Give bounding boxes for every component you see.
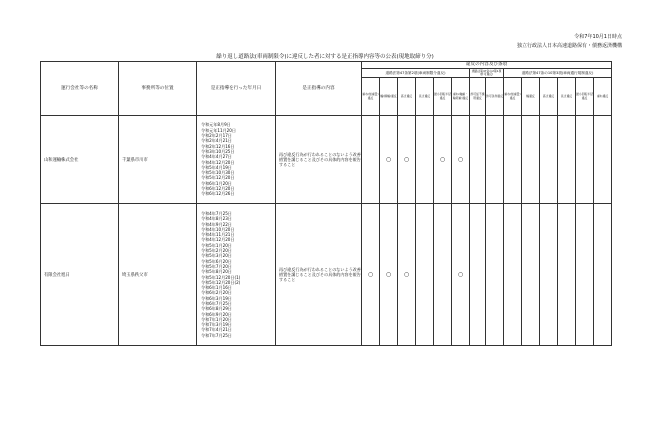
guidance-date: 令和2年4月21日 <box>201 138 232 144</box>
violation-mark: ○ <box>398 116 416 204</box>
violation-mark <box>416 116 434 204</box>
violation-mark <box>434 204 452 346</box>
guidance-date: 令和5年4月19日 <box>201 164 232 170</box>
guidance-date: 令和4年7月25日 <box>201 210 232 216</box>
table-row <box>41 116 612 204</box>
subheader-violation-6: 許可証不携帯違反 <box>470 78 486 116</box>
guidance-date: 令和7年7月25日 <box>201 332 232 338</box>
violation-mark <box>540 204 558 346</box>
guidance-date: 令和2年2月17日 <box>201 133 232 139</box>
guidance-date: 令和5年3月20日 <box>201 253 232 259</box>
guidance-dates <box>197 116 276 204</box>
guidance-date: 令和3年10月25日 <box>201 148 235 154</box>
violation-mark <box>362 116 380 204</box>
guidance-date: 令和5年1月20日 <box>201 242 232 248</box>
guidance-date: 令和5年2月20日 <box>201 248 232 254</box>
violation-mark <box>504 204 522 346</box>
violation-mark <box>522 204 540 346</box>
violation-mark: ○ <box>434 116 452 204</box>
subheader-violation-1: 幅(横幅)違反 <box>380 78 398 116</box>
company-name: 山和運輸株式会社 <box>41 116 119 204</box>
violation-mark <box>594 116 612 204</box>
violation-mark: ○ <box>362 204 380 346</box>
header-content: 是正指導の内容 <box>276 62 362 116</box>
violation-mark: ○ <box>398 204 416 346</box>
guidance-date: 令和5年12月20日(1) <box>201 274 241 280</box>
violation-mark <box>576 204 594 346</box>
subheader-violation-12: 最小回転半径違反 <box>576 78 594 116</box>
subheader-violation-4: 最小回転半径違反 <box>434 78 452 116</box>
violation-mark <box>504 116 522 204</box>
subheader-violation-8: 重ね(総重量)違反 <box>504 78 522 116</box>
guidance-date: 令和5年7月20日 <box>201 263 232 269</box>
company-location: 埼玉県秩父市 <box>119 204 197 346</box>
header-art47-3: 道路法第47条の10第3項(車両通行規制違反) <box>504 69 612 78</box>
violation-mark <box>594 204 612 346</box>
violation-mark <box>486 116 504 204</box>
guidance-date: 令和6年1月16日 <box>201 285 232 291</box>
violation-mark: ○ <box>380 204 398 346</box>
subheader-violation-10: 高さ違反 <box>540 78 558 116</box>
violation-mark <box>558 116 576 204</box>
guidance-date: 令和6年7月25日 <box>201 300 232 306</box>
violation-mark: ○ <box>380 116 398 204</box>
header-violations: 違反の内容及び条項 <box>362 62 612 69</box>
guidance-date: 令和元年11月20日 <box>201 127 236 133</box>
company-name: 有限会社旭日 <box>41 204 119 346</box>
subheader-violation-3: 長さ違反 <box>416 78 434 116</box>
guidance-date: 令和2年12月16日 <box>201 143 235 149</box>
guidance-date: 令和6年1月20日 <box>201 180 232 186</box>
guidance-date: 令和7年4月21日 <box>201 327 232 333</box>
guidance-date: 令和4年12月20日 <box>201 237 235 243</box>
header-dates: 是正指導を行った年月日 <box>197 62 276 116</box>
header-company: 運行会社等の名称 <box>41 62 119 116</box>
guidance-date: 令和4年11月21日 <box>201 232 235 238</box>
subheader-violation-7: 許可条件違反 <box>486 78 504 116</box>
guidance-date: 令和6年8月29日 <box>201 306 232 312</box>
company-location: 千葉県市川市 <box>119 116 197 204</box>
violation-mark <box>486 204 504 346</box>
guidance-content: 再び違反行為が行われることのないよう改善措置を講じること及びその具体的内容を報告すること <box>276 116 362 204</box>
subheader-violation-0: 重ね(総重量)違反 <box>362 78 380 116</box>
guidance-date: 令和6年2月20日 <box>201 290 232 296</box>
header-location: 事務所等の位置 <box>119 62 197 116</box>
guidance-date: 令和5年8月20日 <box>201 269 232 275</box>
violation-mark <box>576 116 594 204</box>
guidance-date: 令和5年12月20日 <box>201 175 235 181</box>
violation-mark <box>416 204 434 346</box>
guidance-date: 令和4年12月20日 <box>201 159 235 165</box>
guidance-dates <box>197 204 276 346</box>
guidance-date: 令和4年4月27日 <box>201 154 232 160</box>
guidance-date: 令和6年3月19日 <box>201 295 232 301</box>
subheader-violation-2: 高さ違反 <box>398 78 416 116</box>
guidance-date: 令和5年12月20日(2) <box>201 279 241 285</box>
subheader-violation-13: 重ね違反 <box>594 78 612 116</box>
guidance-date: 令和5年10月30日 <box>201 170 235 176</box>
subheader-violation-5: 重ね(軸重・輪荷重)違反 <box>452 78 470 116</box>
guidance-date: 令和4年10月20日 <box>201 226 235 232</box>
header-art-mid: 道路法第47条の2第1項(許可違反) <box>470 69 504 78</box>
table-row <box>41 204 612 346</box>
guidance-date: 令和4年9月22日 <box>201 221 232 227</box>
guidance-date: 令和元年8月9日 <box>201 122 231 128</box>
header-art47-2: 道路法第47条第2項(車両制限令違反) <box>362 69 470 78</box>
guidance-date: 令和7年3月19日 <box>201 322 232 328</box>
guidance-date: 令和6年9月20日 <box>201 311 232 317</box>
violation-mark <box>522 116 540 204</box>
header-organization: 独立行政法人日本高速道路保有・債務返済機構 <box>516 43 622 49</box>
header-date: 令和7年10月1日時点 <box>574 34 622 40</box>
violation-table <box>40 61 612 346</box>
guidance-content: 再び違反行為が行われることのないよう改善措置を講じること及びその具体的内容を報告すること <box>276 204 362 346</box>
guidance-date: 令和4年8月23日 <box>201 216 232 222</box>
violation-mark <box>470 204 486 346</box>
violation-mark: ○ <box>452 204 470 346</box>
document-title: 繰り返し道路法(車両制限令)に違反した者に対する是正指導内容等の公表(現地取締り分) <box>216 54 434 60</box>
guidance-date: 令和6年12月20日 <box>201 185 235 191</box>
guidance-date: 令和6年12月26日 <box>201 191 235 197</box>
violation-mark: ○ <box>452 116 470 204</box>
violation-mark <box>470 116 486 204</box>
violation-mark <box>558 204 576 346</box>
guidance-date: 令和5年6月20日 <box>201 258 232 264</box>
subheader-violation-11: 長さ違反 <box>558 78 576 116</box>
subheader-violation-9: 幅違反 <box>522 78 540 116</box>
violation-mark <box>540 116 558 204</box>
guidance-date: 令和7年1月20日 <box>201 316 232 322</box>
